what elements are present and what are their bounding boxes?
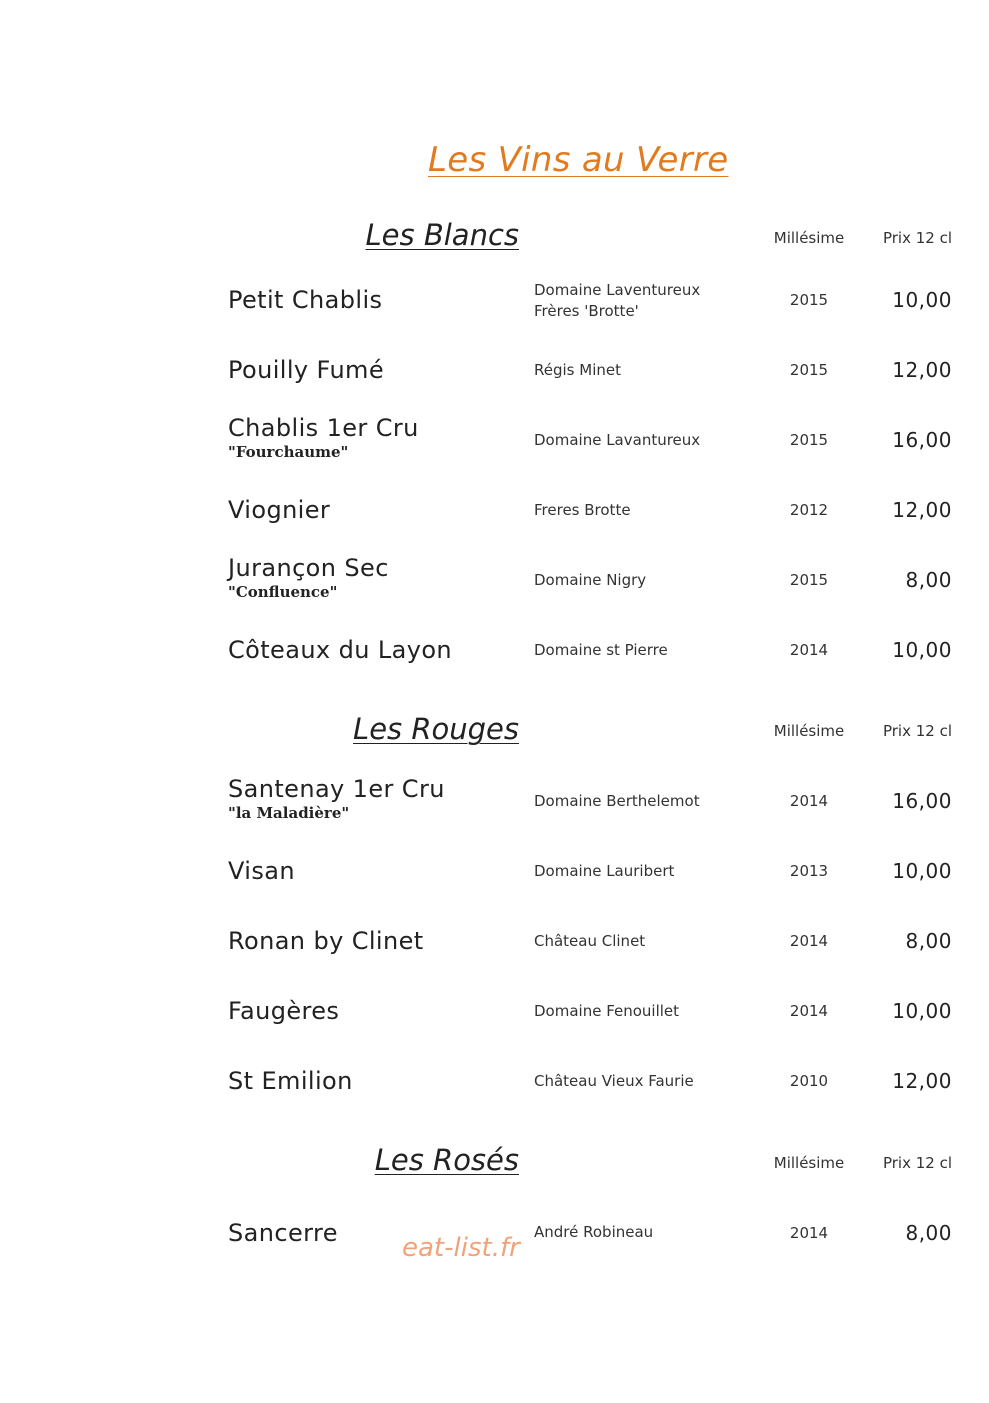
wine-price: 10,00 [892, 288, 952, 312]
producer-line: Domaine Lauribert [534, 862, 675, 880]
section-title-roses: Les Rosés [374, 1143, 519, 1177]
wine-row [0, 843, 989, 899]
wine-name: Petit Chablis [228, 286, 383, 314]
wine-vintage: 2014 [789, 1002, 829, 1020]
wine-row [0, 272, 989, 328]
wine-label [228, 285, 518, 315]
wine-label [228, 774, 518, 822]
wine-row [0, 412, 989, 468]
wine-price: 10,00 [892, 638, 952, 662]
wine-producer [534, 430, 754, 451]
column-header-price: Prix 12 cl [882, 1154, 952, 1172]
wine-producer [534, 1071, 754, 1092]
section-title-blancs: Les Blancs [365, 218, 519, 252]
wine-label [228, 495, 518, 525]
wine-producer [534, 861, 754, 882]
wine-label [228, 413, 518, 461]
wine-cuvee: "Confluence" [228, 583, 338, 601]
wine-name: Visan [228, 857, 295, 885]
wine-producer [534, 640, 754, 661]
wine-name: St Emilion [228, 1067, 353, 1095]
wine-name: Santenay 1er Cru [228, 775, 445, 803]
wine-vintage: 2015 [789, 571, 829, 589]
wine-row [0, 482, 989, 538]
wine-vintage: 2010 [789, 1072, 829, 1090]
wine-producer [534, 280, 754, 322]
wine-label [228, 996, 518, 1026]
wine-producer [534, 1222, 754, 1243]
wine-name: Côteaux du Layon [228, 636, 453, 664]
wine-label [228, 1066, 518, 1096]
wine-price: 8,00 [905, 929, 952, 953]
wine-row [0, 552, 989, 608]
wine-producer [534, 500, 754, 521]
producer-line: Domaine Berthelemot [534, 792, 700, 810]
wine-label [228, 856, 518, 886]
wine-row [0, 1053, 989, 1109]
wine-price: 16,00 [892, 789, 952, 813]
wine-label [228, 926, 518, 956]
wine-vintage: 2014 [789, 641, 829, 659]
wine-row [0, 622, 989, 678]
wine-name: Pouilly Fumé [228, 356, 384, 384]
wine-vintage: 2013 [789, 862, 829, 880]
wine-vintage: 2015 [789, 291, 829, 309]
wine-name: Ronan by Clinet [228, 927, 424, 955]
producer-line: Domaine Laventureux [534, 281, 701, 299]
wine-vintage: 2014 [789, 932, 829, 950]
wine-producer [534, 931, 754, 952]
watermark: eat-list.fr [402, 1233, 520, 1263]
wine-vintage: 2012 [789, 501, 829, 519]
column-header-vintage: Millésime [773, 229, 845, 247]
wine-name: Chablis 1er Cru [228, 414, 419, 442]
producer-line: Régis Minet [534, 361, 621, 379]
column-header-vintage: Millésime [773, 722, 845, 740]
wine-producer [534, 570, 754, 591]
wine-row [0, 913, 989, 969]
producer-line: Château Clinet [534, 932, 646, 950]
wine-row [0, 773, 989, 829]
producer-line: Freres Brotte [534, 501, 631, 519]
producer-line: Domaine Fenouillet [534, 1002, 680, 1020]
wine-cuvee: "Fourchaume" [228, 443, 349, 461]
producer-line: Frères 'Brotte' [534, 302, 639, 320]
producer-line: Domaine Lavantureux [534, 431, 701, 449]
producer-line: Château Vieux Faurie [534, 1072, 694, 1090]
wine-price: 10,00 [892, 999, 952, 1023]
wine-name: Viognier [228, 496, 331, 524]
wine-price: 12,00 [892, 1069, 952, 1093]
wine-row [0, 983, 989, 1039]
producer-line: Domaine Nigry [534, 571, 647, 589]
wine-vintage: 2015 [789, 361, 829, 379]
wine-producer [534, 791, 754, 812]
wine-producer [534, 1001, 754, 1022]
wine-vintage: 2014 [789, 792, 829, 810]
producer-line: André Robineau [534, 1223, 654, 1241]
producer-line: Domaine st Pierre [534, 641, 668, 659]
wine-vintage: 2014 [789, 1224, 829, 1242]
wine-label [228, 635, 518, 665]
column-header-vintage: Millésime [773, 1154, 845, 1172]
column-header-price: Prix 12 cl [882, 229, 952, 247]
wine-price: 8,00 [905, 1221, 952, 1245]
wine-price: 10,00 [892, 859, 952, 883]
wine-price: 12,00 [892, 498, 952, 522]
wine-name: Faugères [228, 997, 340, 1025]
section-title-rouges: Les Rouges [353, 712, 519, 746]
column-header-price: Prix 12 cl [882, 722, 952, 740]
wine-label [228, 355, 518, 385]
wine-cuvee: "la Maladière" [228, 804, 350, 822]
wine-label [228, 553, 518, 601]
wine-name: Sancerre [228, 1219, 338, 1247]
wine-price: 12,00 [892, 358, 952, 382]
wine-name: Jurançon Sec [228, 554, 389, 582]
wine-producer [534, 360, 754, 381]
wine-vintage: 2015 [789, 431, 829, 449]
wine-price: 16,00 [892, 428, 952, 452]
wine-price: 8,00 [905, 568, 952, 592]
page-title: Les Vins au Verre [428, 140, 729, 180]
wine-row [0, 342, 989, 398]
